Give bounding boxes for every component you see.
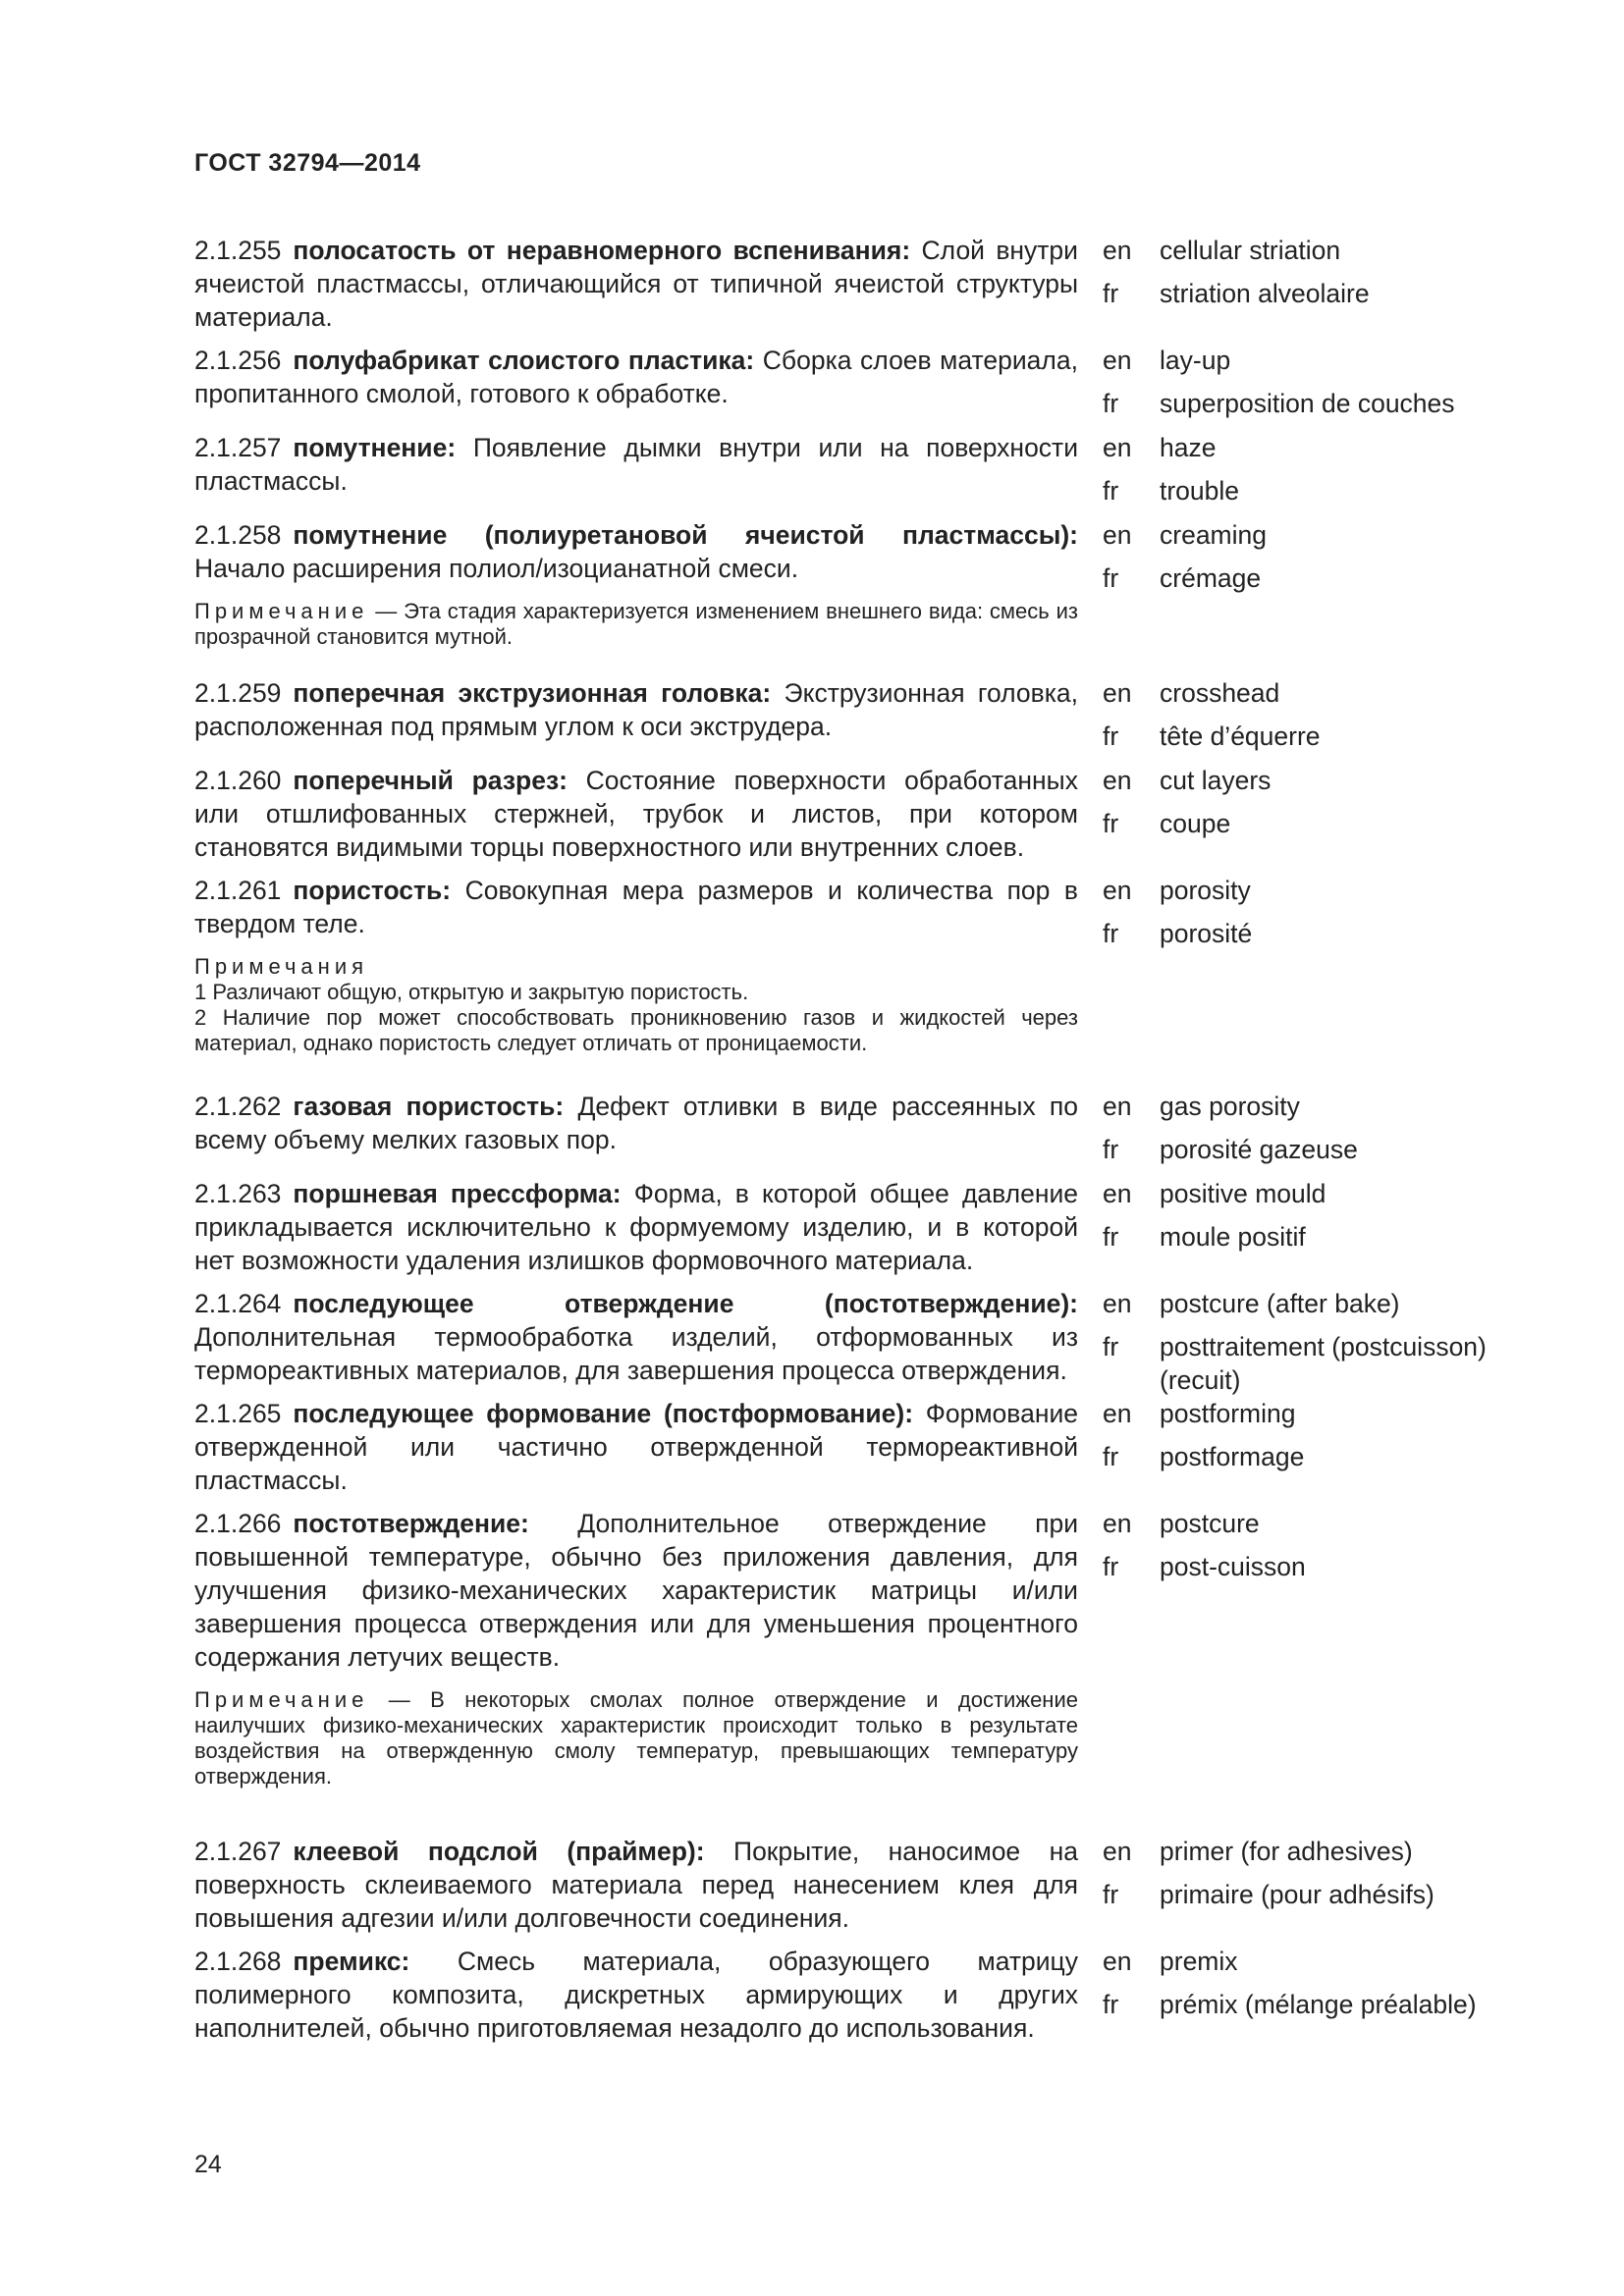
term-definition <box>194 1507 1078 1674</box>
translation-text: primaire (pour adhésifs) <box>1160 1880 1435 1909</box>
term-number: 2.1.263 <box>194 1179 282 1208</box>
lang-label: en <box>1103 433 1132 462</box>
page-number: 24 <box>194 2151 222 2178</box>
lang-label: en <box>1103 678 1132 708</box>
translation-text: creaming <box>1160 520 1267 550</box>
translation-text: crémage <box>1160 563 1262 593</box>
lang-label: en <box>1103 1092 1132 1121</box>
translation-text: gas porosity <box>1160 1092 1300 1121</box>
term-name: полуфабрикат слоистого пластика: <box>293 346 755 375</box>
translation-text: porosité gazeuse <box>1160 1135 1358 1164</box>
translation-text: coupe <box>1160 809 1231 838</box>
translation-text: positive mould <box>1160 1179 1326 1208</box>
note-text: В некоторых смолах полное отверждение и достижение наилучших физико-механических характеристик происходит только в результате воздействия на отвержденную смолу температур, превышающих температуру отверждения. <box>194 1687 1078 1789</box>
lang-label: fr <box>1103 1990 1119 2019</box>
term-number: 2.1.267 <box>194 1837 282 1866</box>
translation-text: cellular striation <box>1160 236 1341 265</box>
term-text: Покрытие, наносимое на поверхность склеиваемого материала перед нанесением клея для повышения адгезии и/или долговечности соединения. <box>194 1837 1078 1933</box>
lang-label: fr <box>1103 1135 1119 1164</box>
translation-text: crosshead <box>1160 678 1280 708</box>
term-name: премикс: <box>293 1947 410 1976</box>
term-definition <box>194 1397 1078 1497</box>
term-definition <box>194 1287 1078 1387</box>
lang-label: en <box>1103 1947 1132 1976</box>
term-text: Экструзионная головка, расположенная под прямым углом к оси экструдера. <box>194 678 1078 741</box>
translation-text: prémix (mélange préalable) <box>1160 1990 1477 2019</box>
term-definition <box>194 1945 1078 2045</box>
lang-label: fr <box>1103 1442 1119 1471</box>
lang-label: fr <box>1103 1222 1119 1252</box>
translation-text: postformage <box>1160 1442 1305 1471</box>
term-text: Начало расширения полиол/изоцианатной смеси. <box>194 554 799 583</box>
translation-text: superposition de couches <box>1160 389 1455 418</box>
term-definition <box>194 1177 1078 1277</box>
lang-label: fr <box>1103 1332 1119 1362</box>
term-text: Дефект отливки в виде рассеянных по всему объему мелких газовых пор. <box>194 1092 1078 1154</box>
term-name: поперечная экструзионная головка: <box>293 678 772 708</box>
term-number: 2.1.256 <box>194 346 282 375</box>
term-text: Совокупная мера размеров и количества пор в твердом теле. <box>194 876 1078 938</box>
term-definition <box>194 1090 1078 1156</box>
translation-text: premix <box>1160 1947 1238 1976</box>
note-item: 2 Наличие пор может способствовать проникновению газов и жидкостей через материал, однако пористость следует отличать от проницаемости. <box>194 1005 1078 1055</box>
page-header: ГОСТ 32794—2014 <box>194 149 421 177</box>
notes-label: Примечания <box>194 954 369 979</box>
lang-label: fr <box>1103 1552 1119 1581</box>
translation-text: postcure (after bake) <box>1160 1289 1400 1318</box>
translation-text: tête d’équerre <box>1160 721 1321 751</box>
term-number: 2.1.264 <box>194 1289 282 1318</box>
term-name: помутнение (полиуретановой ячеистой пластмассы): <box>293 520 1078 550</box>
term-name: помутнение: <box>293 433 457 462</box>
lang-label: fr <box>1103 721 1119 751</box>
term-name: пористость: <box>293 876 452 905</box>
term-name: полосатость от неравномерного вспенивания: <box>293 236 911 265</box>
term-number: 2.1.266 <box>194 1509 282 1538</box>
term-name: клеевой подслой (праймер): <box>293 1837 705 1866</box>
term-name: поршневая прессформа: <box>293 1179 622 1208</box>
translation-text: post-cuisson <box>1160 1552 1306 1581</box>
translation-text: trouble <box>1160 476 1240 506</box>
translation-text: porosity <box>1160 876 1251 905</box>
term-definition <box>194 234 1078 334</box>
note-text: Эта стадия характеризуется изменением внешнего вида: смесь из прозрачной становится мутной. <box>194 599 1078 649</box>
note-dash: — <box>375 599 398 623</box>
term-number: 2.1.261 <box>194 876 282 905</box>
lang-label: fr <box>1103 1880 1119 1909</box>
lang-label: en <box>1103 876 1132 905</box>
term-text: Состояние поверхности обработанных или отшлифованных стержней, трубок и листов, при котором становятся видимыми торцы поверхностного или внутренних слоев. <box>194 766 1078 862</box>
translation-text: haze <box>1160 433 1217 462</box>
translation-text: posttraitement (postcuisson) (recuit) <box>1160 1332 1487 1395</box>
note-item: 1 Различают общую, открытую и закрытую пористость. <box>194 980 749 1004</box>
note-dash: — <box>388 1687 410 1712</box>
translation-text: moule positif <box>1160 1222 1306 1252</box>
term-definition <box>194 1835 1078 1935</box>
lang-label: en <box>1103 1509 1132 1538</box>
translation-text: primer (for adhesives) <box>1160 1837 1413 1866</box>
lang-label: fr <box>1103 809 1119 838</box>
lang-label: fr <box>1103 389 1119 418</box>
translation-text: porosité <box>1160 919 1253 948</box>
term-definition <box>194 764 1078 864</box>
lang-label: fr <box>1103 279 1119 308</box>
term-note <box>194 599 1078 650</box>
term-definition <box>194 518 1078 585</box>
term-name: поперечный разрез: <box>293 766 568 795</box>
lang-label: en <box>1103 520 1132 550</box>
term-text: Сборка слоев материала, пропитанного смолой, готового к обработке. <box>194 346 1078 408</box>
term-definition <box>194 431 1078 498</box>
lang-label: fr <box>1103 919 1119 948</box>
term-number: 2.1.260 <box>194 766 282 795</box>
lang-label: en <box>1103 1837 1132 1866</box>
term-name: последующее отверждение (постотверждение): <box>293 1289 1078 1318</box>
term-definition <box>194 344 1078 410</box>
lang-label: fr <box>1103 563 1119 593</box>
term-number: 2.1.255 <box>194 236 282 265</box>
translation-text: postcure <box>1160 1509 1260 1538</box>
note-label: Примечание <box>194 1687 369 1712</box>
lang-label: en <box>1103 346 1132 375</box>
term-text: Смесь материала, образующего матрицу полимерного композита, дискретных армирующих и других наполнителей, обычно приготовляемая незадолго до использования. <box>194 1947 1078 2043</box>
lang-label: en <box>1103 1399 1132 1428</box>
translation-text: lay-up <box>1160 346 1231 375</box>
term-text: Появление дымки внутри или на поверхности пластмассы. <box>194 433 1078 496</box>
term-text: Дополнительная термообработка изделий, отформованных из термореактивных материалов, для завершения процесса отверждения. <box>194 1322 1078 1385</box>
term-number: 2.1.268 <box>194 1947 282 1976</box>
term-name: последующее формование (постформование): <box>293 1399 914 1428</box>
term-definition <box>194 874 1078 940</box>
note-label: Примечание <box>194 599 369 623</box>
term-notes <box>194 954 1078 1056</box>
term-number: 2.1.257 <box>194 433 282 462</box>
term-text: Формование отвержденной или частично отвержденной термореактивной пластмассы. <box>194 1399 1078 1495</box>
lang-label: en <box>1103 766 1132 795</box>
term-number: 2.1.258 <box>194 520 282 550</box>
term-text: Дополнительное отверждение при повышенной температуре, обычно без приложения давления, для улучшения физико-механических характеристик матрицы и/или завершения процесса отверждения или для уменьшения процентного содержания летучих веществ. <box>194 1509 1078 1672</box>
lang-label: en <box>1103 1289 1132 1318</box>
term-number: 2.1.265 <box>194 1399 282 1428</box>
term-name: постотверждение: <box>293 1509 529 1538</box>
translation-text: striation alveolaire <box>1160 279 1370 308</box>
term-note <box>194 1687 1078 1789</box>
lang-label: en <box>1103 1179 1132 1208</box>
lang-label: fr <box>1103 476 1119 506</box>
term-text: Слой внутри ячеистой пластмассы, отличающийся от типичной ячеистой структуры материала. <box>194 236 1078 332</box>
term-definition <box>194 676 1078 743</box>
term-text: Форма, в которой общее давление прикладывается исключительно к формуемому изделию, и в которой нет возможности удаления излишков формовочного материала. <box>194 1179 1078 1275</box>
lang-label: en <box>1103 236 1132 265</box>
translation-text: cut layers <box>1160 766 1272 795</box>
term-number: 2.1.259 <box>194 678 282 708</box>
term-name: газовая пористость: <box>293 1092 565 1121</box>
term-number: 2.1.262 <box>194 1092 282 1121</box>
translation-text: postforming <box>1160 1399 1296 1428</box>
